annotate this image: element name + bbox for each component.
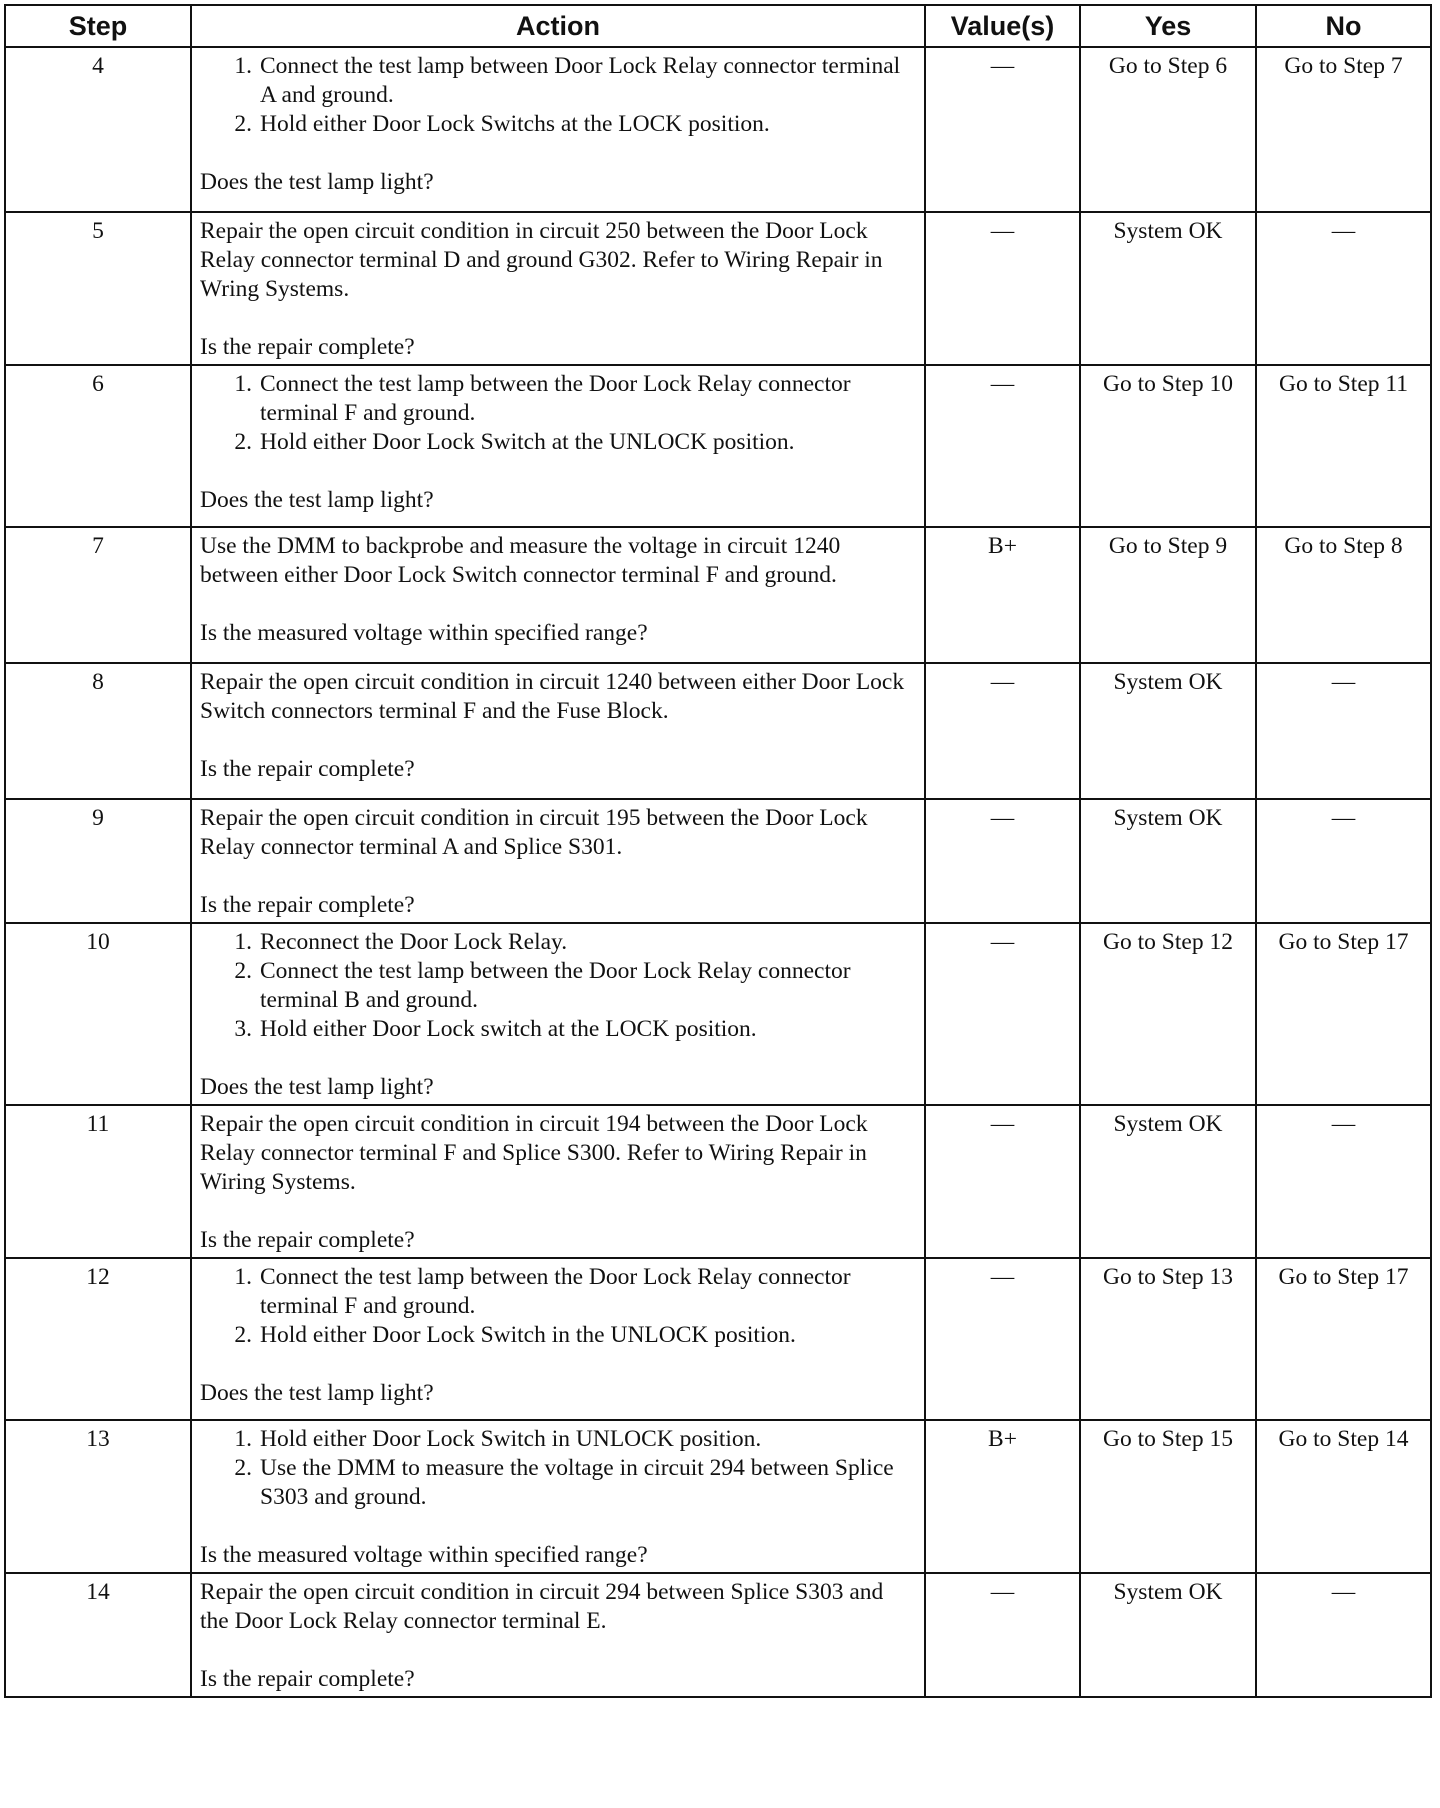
action-content	[200, 370, 916, 515]
table-row	[5, 365, 1431, 527]
action-cell	[191, 47, 925, 212]
action-question: Is the repair complete?	[200, 1227, 415, 1253]
action-text: Repair the open circuit condition in circuit 195 between the Door Lock Relay connector terminal A and Splice S301.	[200, 805, 868, 860]
action-step-item	[200, 1425, 916, 1454]
table-row	[5, 212, 1431, 365]
step-number: 9	[5, 799, 191, 923]
header-no: No	[1256, 5, 1431, 47]
yes-cell: System OK	[1080, 212, 1256, 365]
action-text: Repair the open circuit condition in circuit 250 between the Door Lock Relay connector terminal D and ground G302. Refer to Wiring Repair in Wring Systems.	[200, 218, 883, 302]
step-number: 13	[5, 1420, 191, 1573]
action-step-text: Connect the test lamp between the Door Lock Relay connector terminal B and ground.	[260, 958, 851, 1013]
action-step-text: Connect the test lamp between the Door Lock Relay connector terminal F and ground.	[260, 1264, 851, 1319]
value-cell: —	[925, 365, 1080, 527]
action-step-text: Hold either Door Lock switch at the LOCK position.	[260, 1016, 757, 1042]
value-cell: B+	[925, 527, 1080, 663]
table-row	[5, 1258, 1431, 1420]
action-content	[200, 532, 916, 648]
action-content	[200, 217, 916, 362]
action-step-item	[200, 1454, 916, 1512]
value-cell: —	[925, 212, 1080, 365]
header-step: Step	[5, 5, 191, 47]
action-step-number: 2.	[234, 1455, 252, 1481]
table-row	[5, 923, 1431, 1105]
action-cell	[191, 1258, 925, 1420]
action-question: Is the repair complete?	[200, 1666, 415, 1692]
action-question: Does the test lamp light?	[200, 1380, 434, 1406]
action-question: Does the test lamp light?	[200, 487, 434, 513]
no-cell: Go to Step 11	[1256, 365, 1431, 527]
action-step-number: 1.	[234, 371, 252, 397]
action-content	[200, 668, 916, 784]
no-cell: Go to Step 7	[1256, 47, 1431, 212]
table-row	[5, 663, 1431, 799]
action-step-text: Hold either Door Lock Switchs at the LOCK position.	[260, 111, 770, 137]
value-cell: —	[925, 663, 1080, 799]
action-question: Is the repair complete?	[200, 892, 415, 918]
yes-cell: Go to Step 15	[1080, 1420, 1256, 1573]
action-cell	[191, 799, 925, 923]
action-question: Is the measured voltage within specified range?	[200, 620, 648, 646]
action-cell	[191, 212, 925, 365]
action-question: Is the repair complete?	[200, 334, 415, 360]
action-text: Repair the open circuit condition in circuit 194 between the Door Lock Relay connector terminal F and Splice S300. Refer to Wiring Repair in Wiring Systems.	[200, 1111, 868, 1195]
no-cell: —	[1256, 1573, 1431, 1697]
action-text: Repair the open circuit condition in circuit 1240 between either Door Lock Switch connectors terminal F and the Fuse Block.	[200, 669, 905, 724]
action-cell	[191, 1420, 925, 1573]
action-step-number: 3.	[234, 1016, 252, 1042]
action-step-item	[200, 928, 916, 957]
no-cell: —	[1256, 212, 1431, 365]
action-question: Does the test lamp light?	[200, 169, 434, 195]
table-row	[5, 47, 1431, 212]
header-yes: Yes	[1080, 5, 1256, 47]
action-step-number: 2.	[234, 429, 252, 455]
value-cell: —	[925, 1573, 1080, 1697]
value-cell: —	[925, 923, 1080, 1105]
no-cell: —	[1256, 799, 1431, 923]
action-question: Does the test lamp light?	[200, 1074, 434, 1100]
no-cell: —	[1256, 1105, 1431, 1258]
action-step-number: 2.	[234, 111, 252, 137]
action-content	[200, 1263, 916, 1408]
header-row	[5, 5, 1431, 47]
action-step-item	[200, 1015, 916, 1044]
yes-cell: Go to Step 12	[1080, 923, 1256, 1105]
action-step-item	[200, 957, 916, 1015]
action-steps-list	[200, 1263, 916, 1350]
action-step-item	[200, 52, 916, 110]
action-step-number: 1.	[234, 53, 252, 79]
action-steps-list	[200, 370, 916, 457]
step-number: 6	[5, 365, 191, 527]
value-cell: —	[925, 1258, 1080, 1420]
yes-cell: Go to Step 10	[1080, 365, 1256, 527]
value-cell: —	[925, 799, 1080, 923]
step-number: 7	[5, 527, 191, 663]
action-text: Use the DMM to backprobe and measure the voltage in circuit 1240 between either Door Lock Switch connector terminal F and ground.	[200, 533, 841, 588]
no-cell: Go to Step 14	[1256, 1420, 1431, 1573]
table-row	[5, 1573, 1431, 1697]
action-step-text: Connect the test lamp between the Door Lock Relay connector terminal F and ground.	[260, 371, 851, 426]
action-step-text: Reconnect the Door Lock Relay.	[260, 929, 568, 955]
step-number: 8	[5, 663, 191, 799]
no-cell: —	[1256, 663, 1431, 799]
action-content	[200, 804, 916, 920]
action-step-text: Connect the test lamp between Door Lock Relay connector terminal A and ground.	[260, 53, 901, 108]
yes-cell: System OK	[1080, 663, 1256, 799]
action-step-number: 1.	[234, 929, 252, 955]
table-row	[5, 1105, 1431, 1258]
action-cell	[191, 1105, 925, 1258]
action-step-text: Hold either Door Lock Switch in the UNLOCK position.	[260, 1322, 796, 1348]
step-number: 14	[5, 1573, 191, 1697]
no-cell: Go to Step 17	[1256, 923, 1431, 1105]
action-question: Is the repair complete?	[200, 756, 415, 782]
action-step-number: 2.	[234, 1322, 252, 1348]
header-action: Action	[191, 5, 925, 47]
action-content	[200, 1110, 916, 1255]
action-text: Repair the open circuit condition in circuit 294 between Splice S303 and the Door Lock Relay connector terminal E.	[200, 1579, 884, 1634]
action-steps-list	[200, 928, 916, 1044]
step-number: 4	[5, 47, 191, 212]
action-step-item	[200, 428, 916, 457]
action-step-number: 1.	[234, 1264, 252, 1290]
table-row	[5, 799, 1431, 923]
action-steps-list	[200, 52, 916, 139]
diagnostic-table	[4, 4, 1432, 1698]
no-cell: Go to Step 8	[1256, 527, 1431, 663]
step-number: 5	[5, 212, 191, 365]
table-body	[5, 47, 1431, 1697]
action-question: Is the measured voltage within specified range?	[200, 1542, 648, 1568]
action-steps-list	[200, 1425, 916, 1512]
action-cell	[191, 1573, 925, 1697]
action-cell	[191, 663, 925, 799]
action-content	[200, 1578, 916, 1694]
step-number: 11	[5, 1105, 191, 1258]
action-content	[200, 928, 916, 1102]
action-cell	[191, 923, 925, 1105]
no-cell: Go to Step 17	[1256, 1258, 1431, 1420]
yes-cell: System OK	[1080, 1105, 1256, 1258]
yes-cell: Go to Step 9	[1080, 527, 1256, 663]
action-cell	[191, 365, 925, 527]
table-row	[5, 527, 1431, 663]
table-row	[5, 1420, 1431, 1573]
action-step-item	[200, 1263, 916, 1321]
yes-cell: System OK	[1080, 799, 1256, 923]
yes-cell: Go to Step 13	[1080, 1258, 1256, 1420]
action-content	[200, 52, 916, 197]
yes-cell: Go to Step 6	[1080, 47, 1256, 212]
action-step-item	[200, 1321, 916, 1350]
action-step-number: 1.	[234, 1426, 252, 1452]
header-values: Value(s)	[925, 5, 1080, 47]
value-cell: —	[925, 47, 1080, 212]
action-step-text: Hold either Door Lock Switch at the UNLOCK position.	[260, 429, 795, 455]
action-step-text: Hold either Door Lock Switch in UNLOCK position.	[260, 1426, 762, 1452]
action-step-item	[200, 110, 916, 139]
value-cell: B+	[925, 1420, 1080, 1573]
step-number: 10	[5, 923, 191, 1105]
step-number: 12	[5, 1258, 191, 1420]
action-cell	[191, 527, 925, 663]
action-step-number: 2.	[234, 958, 252, 984]
value-cell: —	[925, 1105, 1080, 1258]
action-step-item	[200, 370, 916, 428]
yes-cell: System OK	[1080, 1573, 1256, 1697]
action-content	[200, 1425, 916, 1570]
action-step-text: Use the DMM to measure the voltage in circuit 294 between Splice S303 and ground.	[260, 1455, 894, 1510]
